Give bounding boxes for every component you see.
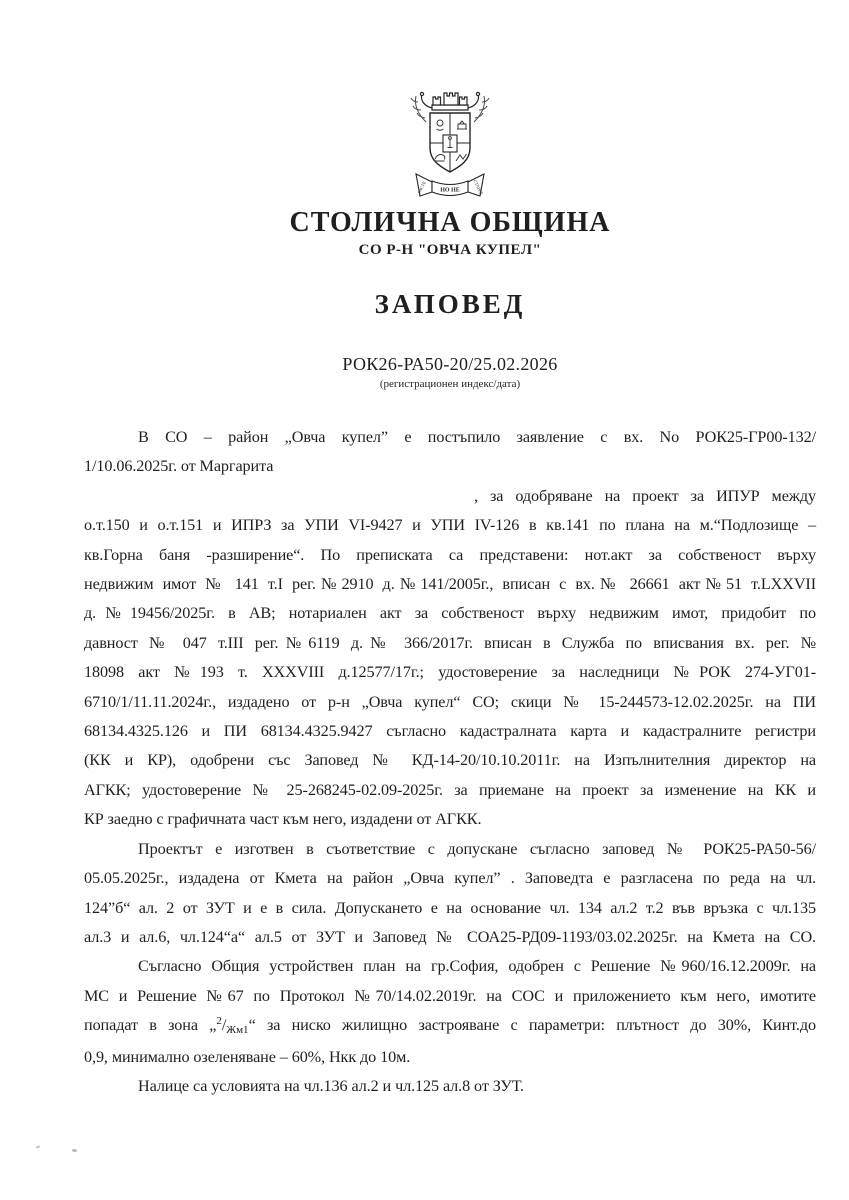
body-line-text: попадат в зона „ bbox=[84, 1016, 217, 1035]
body-line bbox=[84, 423, 816, 452]
body-line-text: 0,9, минимално озеленяване – 60%, Нкк до 10м. bbox=[84, 1047, 411, 1066]
body-line bbox=[84, 717, 816, 746]
body-line bbox=[84, 1043, 816, 1072]
body-line bbox=[84, 805, 816, 834]
body-line-text: 2 bbox=[216, 1015, 222, 1028]
body-line bbox=[84, 864, 816, 893]
body-line bbox=[84, 452, 816, 481]
document-content bbox=[84, 0, 816, 1200]
body-line-text: 68134.4325.126 и ПИ 68134.4325.9427 съгласно кадастралната карта и кадастралните регистри bbox=[84, 722, 816, 741]
district-name: СО Р-Н "ОВЧА КУПЕЛ" bbox=[358, 242, 542, 258]
body-line-text: , за одобряване на проект за ИПУР между bbox=[474, 486, 816, 505]
body-line bbox=[84, 982, 816, 1011]
body-line-text: Жм1 bbox=[226, 1024, 249, 1037]
body-line bbox=[84, 746, 816, 775]
body-line bbox=[84, 629, 816, 658]
document-title: ЗАПОВЕД bbox=[374, 289, 526, 319]
body-line bbox=[84, 511, 816, 540]
body-line-text: АГКК; удостоверение № 25-268245-02.09-2025г. за приемане на проект за изменение на КК и bbox=[84, 780, 816, 799]
body-line bbox=[84, 952, 816, 981]
body-line-text: кв.Горна баня -разширение“. По преписката са представени: нот.акт за собственост върху bbox=[84, 545, 816, 564]
body-line-text: 18098 акт №193 т. XXXVIII д.12577/17г.; удостоверение за наследници №РОК 274-УГ01- bbox=[84, 663, 816, 682]
scan-speck bbox=[72, 1148, 78, 1152]
body-line bbox=[84, 688, 816, 717]
body-line bbox=[84, 1011, 816, 1042]
body-line bbox=[84, 570, 816, 599]
body-line-text: недвижим имот № 141 т.I рег.№2910 д.№141/2005г., вписан с вх.№ 26661 акт№51 т.LXXVII bbox=[84, 575, 816, 594]
emblem-motto-center: НО НЕ bbox=[440, 187, 460, 194]
body-line bbox=[84, 1072, 816, 1101]
body-line-text: 6710/1/11.11.2024г., издадено от р-н „Овча купел“ СО; скици № 15-244573-12.02.2025г. на ПИ bbox=[84, 692, 816, 711]
body-line-text: / bbox=[221, 1016, 227, 1035]
body-line-text: (КК и КР), одобрени със Заповед № КД-14-20/10.10.2011г. на Изпълнителния директор на bbox=[84, 751, 816, 770]
body-line-text: “ за ниско жилищно застрояване с параметри: плътност до 30%, Кинт.до bbox=[248, 1016, 816, 1035]
body-line-text: 05.05.2025г., издадена от Кмета на район „Овча купел” . Заповедта е разгласена по реда на чл. bbox=[84, 869, 816, 888]
body-line bbox=[84, 776, 816, 805]
body-line bbox=[84, 658, 816, 687]
body-line-text: 124”б“ ал. 2 от ЗУТ и е в сила. Допускането е на основание чл. 134 ал.2 т.2 във връзка с чл.135 bbox=[84, 898, 816, 917]
body-line-text: ал.3 и ал.6, чл.124“а“ ал.5 от ЗУТ и Заповед № СОА25-РД09-1193/03.02.2025г. на Кмета на СО. bbox=[84, 927, 816, 946]
sofia-coat-of-arms-icon bbox=[398, 88, 502, 206]
municipality-name: СТОЛИЧНА ОБЩИНА bbox=[289, 207, 611, 238]
body-line bbox=[84, 894, 816, 923]
body-line bbox=[84, 541, 816, 570]
body-line-text: КР заедно с графичната част към него, издадени от АГКК. bbox=[84, 810, 482, 829]
body-line-text: д.№19456/2025г. в АВ; нотариален акт за собственост върху недвижим имот, придобит по bbox=[84, 604, 816, 623]
body-line-text: о.т.150 и о.т.151 и ИПРЗ за УПИ VI-9427 и УПИ IV-126 в кв.141 по плана на м.“Подлозище – bbox=[84, 516, 816, 535]
scan-speck bbox=[36, 1145, 40, 1148]
body-line bbox=[84, 599, 816, 628]
emblem-motto-right: СТАРЕЕ bbox=[472, 178, 485, 196]
registration-index: РОК26-РА50-20/25.02.2026 bbox=[342, 354, 558, 374]
body-line-text: Налице са условията на чл.136 ал.2 и чл.125 ал.8 от ЗУТ. bbox=[138, 1076, 524, 1095]
body-line-text: В СО – район „Овча купел” е постъпило заявление с вх. No РОК25-ГР00-132/ bbox=[138, 428, 816, 446]
document-body bbox=[84, 423, 816, 1101]
body-line bbox=[84, 835, 816, 864]
body-line-text: Съгласно Общия устройствен план на гр.София, одобрен с Решение №960/16.12.2009г. на bbox=[138, 957, 816, 976]
body-line bbox=[84, 482, 816, 511]
body-line bbox=[84, 923, 816, 952]
emblem-motto-left: РАСТЕ bbox=[416, 180, 427, 195]
body-line-text: давност № 047 т.III рег.№6119 д.№ 366/2017г. вписан в Служба по вписвания вх. рег. № bbox=[84, 633, 816, 652]
body-line-text: МС и Решение №67 по Протокол №70/14.02.2019г. на СОС и приложението към него, имотите bbox=[84, 986, 816, 1005]
emblem-container bbox=[84, 88, 816, 211]
body-line-text: 1/10.06.2025г. от Маргарита bbox=[84, 457, 274, 476]
body-line-text: Проектът е изготвен в съответствие с допускане съгласно заповед № РОК25-РА50-56/ bbox=[138, 839, 816, 858]
registration-caption: (регистрационен индекс/дата) bbox=[379, 378, 521, 390]
